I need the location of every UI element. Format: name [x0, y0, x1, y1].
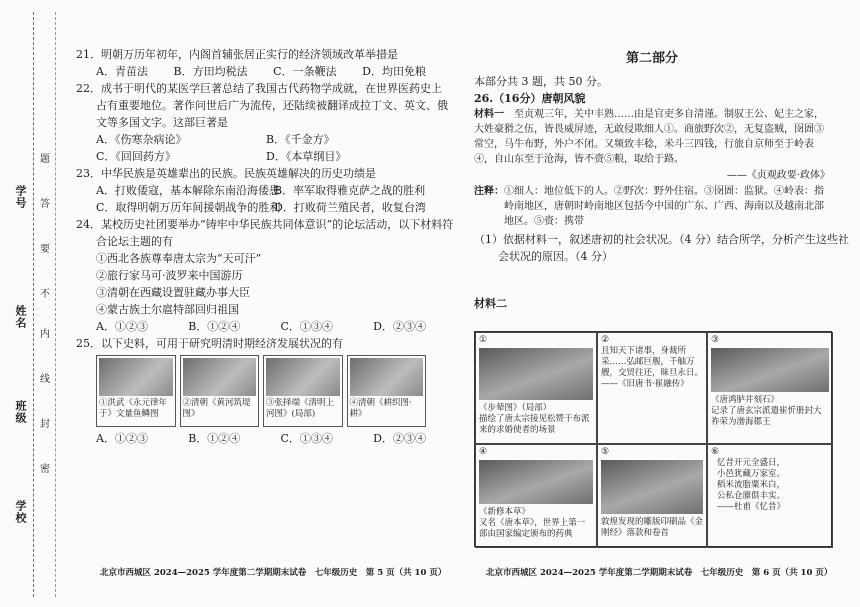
option-d: D．打败荷兰殖民者，收复台湾: [274, 201, 426, 214]
section-title: 第二部分: [625, 51, 678, 66]
cell-number: ⑥: [711, 447, 720, 457]
question-stem: 25．以下史料，可用于研究明清时期经济发展状况的有: [76, 337, 343, 350]
option-a: A．①②③: [96, 432, 148, 445]
question-22: [76, 80, 448, 165]
option-c: C．①③④: [280, 320, 333, 333]
page-footer: 北京市西城区 2024—2025 学年度第二学期期末试卷 七年级历史 第 6 页（共 10 页）: [486, 568, 833, 578]
seal-mark: 内: [40, 329, 50, 340]
page-5: [76, 46, 454, 447]
page-footer: 北京市西城区 2024—2025 学年度第二学期期末试卷 七年级历史 第 5 页（共 10 页）: [100, 568, 447, 578]
question-25: [76, 335, 426, 447]
seal-mark: 答: [40, 199, 50, 210]
question-21: [76, 46, 426, 80]
stele-image: [711, 348, 829, 392]
source-image: [347, 355, 427, 427]
material-2-cell: [475, 444, 597, 548]
option-b: B．①②④: [188, 320, 241, 333]
image-caption: ②清朝《黄河筑堤图》: [182, 398, 251, 419]
page-6: [474, 50, 849, 312]
question-stem: 占有重要地位。著作问世后广为流传，还陆续被翻译成拉丁文、英文、俄: [96, 99, 448, 112]
image-placeholder: [350, 358, 424, 396]
note-line: 地区。⑤赍：携带: [504, 216, 584, 227]
cell-number: ③: [711, 335, 720, 345]
option-b: B．《千金方》: [266, 133, 335, 146]
image-placeholder: [183, 358, 257, 396]
section-intro: 本部分共 3 题，共 50 分。: [474, 75, 608, 88]
class-label: 班级: [14, 400, 27, 424]
option-c: C．取得明朝万历年间援朝战争的胜利: [96, 201, 281, 214]
question-stem: 文等多国文字。这部巨著是: [96, 116, 228, 129]
option-d: D．均田免粮: [362, 65, 426, 78]
question-23: [76, 165, 426, 216]
option-b: B．方田均税法: [173, 65, 248, 78]
question-stem: 21．明朝万历年初年，内阁首辅张居正实行的经济领域改革举措是: [76, 48, 398, 61]
question-stem: 24．某校历史社团要举办“铸牢中华民族共同体意识”的论坛活动，以下材料符: [76, 218, 454, 231]
seal-line-inner: [55, 12, 56, 597]
option-d: D．②③④: [373, 432, 426, 445]
option-c: C．《回回药方》: [96, 150, 176, 163]
cell-number: ⑤: [601, 447, 610, 457]
material-2-label: 材料二: [474, 297, 507, 310]
cell-number: ②: [601, 335, 610, 345]
material-item: ②旅行家马可·波罗来中国游历: [96, 269, 243, 282]
cell-caption: 且知天下诸事，身裁所采……弘邮巨舰，千舳万艘，交贸往还，昧旦永日。 ——《旧唐书·崔融传》: [601, 346, 704, 389]
material-item: ③清朝在西藏设置驻藏办事大臣: [96, 286, 250, 299]
painting-image: [479, 348, 593, 400]
cell-number: ④: [479, 447, 488, 457]
sub-question-1: 会状况的原因。（4 分）: [498, 250, 613, 263]
student-id-label: 学号: [14, 185, 27, 209]
option-c: C．一条鞭法: [273, 65, 337, 78]
material-1: [474, 107, 830, 167]
seal-mark: 封: [40, 419, 50, 430]
option-b: B．率军取得雅克萨之战的胜利: [274, 184, 426, 197]
seal-mark: 线: [40, 374, 50, 385]
book-image: [479, 460, 593, 504]
source-image: [180, 355, 260, 427]
source-images: [96, 355, 426, 427]
cell-caption: 《步辇图》（局部） 描绘了唐太宗接见松赞干布派来的求婚使者的场景: [479, 403, 590, 435]
binding-margin: [0, 0, 62, 607]
school-label: 学校: [14, 500, 27, 524]
option-a: A．打败倭寇，基本解除东南沿海倭患: [96, 184, 280, 197]
question-stem: 22．成书于明代的某医学巨著总结了我国古代药物学成就，在世界医药史上: [76, 82, 442, 95]
seal-mark: 密: [40, 464, 50, 475]
cell-caption: 敦煌发现的雕版印刷品《金刚经》落款和卷首: [601, 517, 704, 538]
note-line: ①细人：地位低下的人。②野次：野外住宿。③囹圄：监狱。④岭表：指: [504, 186, 824, 197]
material-item: ①西北各族尊奉唐太宗为“天可汗”: [96, 252, 262, 265]
option-c: C．①③④: [280, 432, 333, 445]
sub-question-1: （1）依据材料一，叙述唐初的社会状况。（4 分）结合所学，分析产生这些社: [474, 233, 849, 246]
cell-caption: 《新修本草》 又名《唐本草》，世界上第一部由国家编定颁布的药典: [479, 507, 586, 539]
image-caption: ①洪武《永元律年于》文量鱼鳞图: [99, 398, 168, 419]
question-stem: 23．中华民族是英雄辈出的民族。民族英雄解决的历史功绩是: [76, 167, 376, 180]
image-caption: ④清朝《耕织图·耕》: [349, 398, 412, 419]
option-b: B．①②④: [188, 432, 241, 445]
material-2-cell: [475, 332, 597, 444]
option-d: D．《本草纲目》: [266, 150, 347, 163]
option-a: A．青苗法: [96, 65, 148, 78]
source-image: [96, 355, 176, 427]
notes-label: 注释：: [474, 186, 504, 197]
cell-caption: 忆昔开元全盛日， 小邑犹藏万家室。 稻米流脂粟米白， 公私仓廪俱丰实。 ——杜甫《忆昔》: [717, 458, 786, 512]
material-source: ——《贞观政要·政体》: [726, 170, 830, 181]
image-caption: ③张择端《清明上河图》(局部): [266, 398, 335, 419]
question-26-heading: 26.（16分）唐朝风貌: [474, 92, 586, 105]
material-2-grid: [474, 331, 832, 547]
image-placeholder: [99, 358, 173, 396]
cell-number: ①: [479, 335, 488, 345]
option-a: A．《伤寒杂病论》: [96, 133, 187, 146]
print-image: [601, 460, 703, 514]
option-a: A．①②③: [96, 320, 148, 333]
material-2-cell: [707, 332, 833, 444]
material-label: 材料一: [474, 109, 504, 120]
seal-mark: 不: [40, 289, 50, 300]
option-d: D．②③④: [373, 320, 426, 333]
note-line: 岭南地区，唐朝时岭南地区包括今中国的广东、广西、海南以及越南北部: [504, 201, 824, 212]
seal-line: [33, 12, 34, 597]
cell-caption: 《唐鸿胪井刻石》 记录了唐玄宗派遣崔忻册封大祚荣为渤海郡王: [711, 395, 822, 427]
seal-mark: 题: [40, 154, 50, 165]
material-item: ④蒙古族土尔扈特部回归祖国: [96, 303, 239, 316]
name-label: 姓名: [14, 305, 27, 329]
seal-mark: 要: [40, 244, 50, 255]
material-2-cell: [707, 444, 833, 548]
question-stem: 合论坛主题的有: [96, 235, 173, 248]
source-image: [263, 355, 343, 427]
material-2-cell: [597, 444, 707, 548]
material-text: 至贞观三年，关中丰熟……由是官吏多自清谨。制驭王公、妃主之家，大姓豪猾之伍，皆畏威屏迹，无敢侵欺细人①。商旅野次②，无复盗贼，囹圄③常空，马牛布野，外户不闭。又频致丰稔，米斗三四钱，行旅自京师至于岭表④，自山东至于沧海，皆不赍⑤粮，取给于路。: [474, 109, 824, 165]
annotations: [474, 184, 830, 229]
question-24: [76, 216, 454, 335]
image-placeholder: [266, 358, 340, 396]
material-2-cell: [597, 332, 707, 444]
